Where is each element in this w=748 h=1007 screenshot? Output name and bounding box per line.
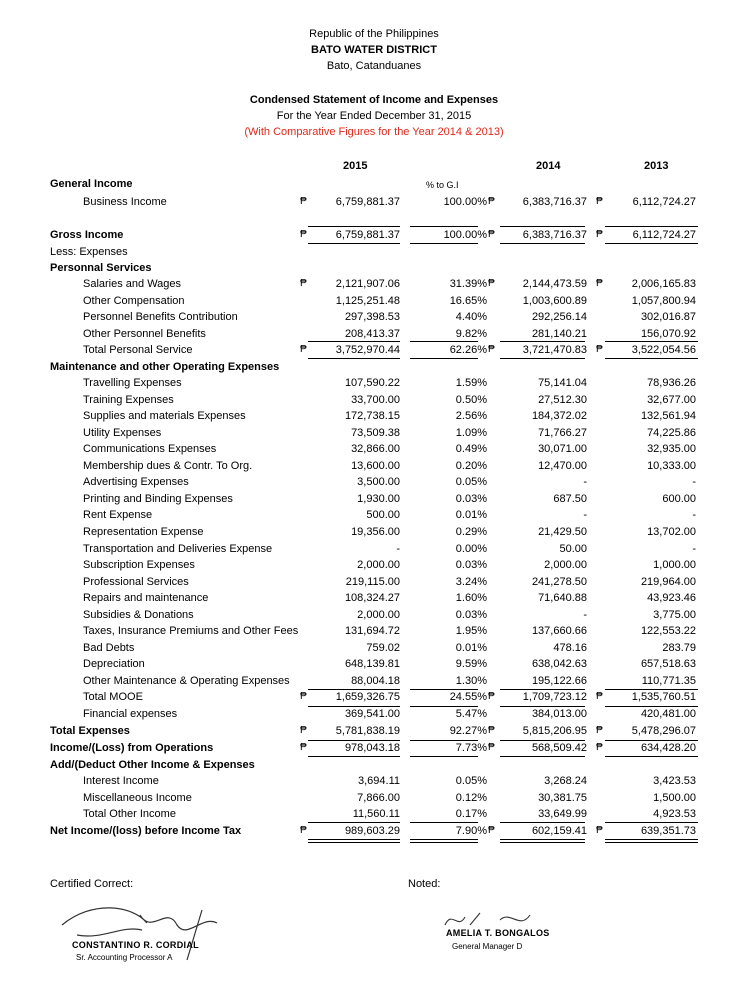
table-row — [0, 425, 748, 441]
value-2015: 107,590.22 — [344, 377, 400, 389]
rule-line — [308, 740, 400, 741]
table-row — [0, 309, 748, 325]
peso-sign: ₱ — [488, 229, 495, 240]
certified-label: Certified Correct: — [50, 878, 134, 890]
rule-line — [500, 842, 585, 843]
value-2015: 33,700.00 — [351, 394, 400, 406]
rule-line — [605, 822, 698, 823]
value-2014: 1,709,723.12 — [522, 691, 587, 703]
value-2014: 2,000.00 — [544, 559, 587, 571]
table-row — [0, 790, 748, 806]
table-row — [0, 359, 748, 375]
value-2014: 687.50 — [553, 493, 587, 505]
value-2014: 384,013.00 — [531, 708, 587, 720]
value-2013: 78,936.26 — [647, 377, 696, 389]
table-row — [0, 276, 748, 292]
value-pct: 0.05% — [455, 775, 487, 787]
rule-line — [308, 842, 400, 843]
row-label: Total Other Income — [83, 808, 176, 820]
table-row — [0, 491, 748, 507]
value-2013: - — [692, 509, 696, 521]
value-2015: 172,738.15 — [344, 410, 400, 422]
row-label: Total Expenses — [50, 725, 130, 737]
value-2014: 71,640.88 — [538, 592, 587, 604]
value-2015: 297,398.53 — [344, 311, 400, 323]
row-label: Taxes, Insurance Premiums and Other Fees — [83, 625, 299, 637]
peso-sign: ₱ — [300, 825, 307, 836]
value-2013: 32,677.00 — [647, 394, 696, 406]
value-2014: 33,649.99 — [538, 808, 587, 820]
peso-sign: ₱ — [596, 196, 603, 207]
value-2013: 6,112,724.27 — [632, 196, 696, 208]
value-2014: 602,159.41 — [531, 825, 587, 837]
value-2014: 2,144,473.59 — [522, 278, 587, 290]
value-pct: 0.03% — [455, 559, 487, 571]
value-pct: 0.00% — [455, 543, 487, 555]
row-label: Membership dues & Contr. To Org. — [83, 460, 253, 472]
value-2015: 3,500.00 — [357, 476, 400, 488]
value-2015: 2,000.00 — [357, 609, 400, 621]
value-2015: 6,759,881.37 — [335, 196, 400, 208]
row-label: Business Income — [83, 196, 167, 208]
value-2013: 3,423.53 — [653, 775, 696, 787]
rule-line — [410, 243, 478, 244]
rule-line — [410, 689, 478, 690]
value-2013: 1,535,760.51 — [631, 691, 696, 703]
value-2015: 7,866.00 — [357, 792, 400, 804]
value-2014: 478.16 — [553, 642, 587, 654]
value-2015: 208,413.37 — [344, 328, 400, 340]
rule-line — [308, 341, 400, 342]
table-row — [0, 640, 748, 656]
value-2014: 30,071.00 — [538, 443, 587, 455]
row-label: Repairs and maintenance — [83, 592, 209, 604]
value-pct: 0.12% — [455, 792, 487, 804]
value-pct: 0.01% — [455, 642, 487, 654]
right-signatory-title: General Manager D — [452, 942, 523, 951]
value-pct: 0.49% — [455, 443, 487, 455]
value-2013: 156,070.92 — [640, 328, 696, 340]
rule-line — [500, 756, 585, 757]
row-label: Communications Expenses — [83, 443, 217, 455]
value-2015: 219,115.00 — [345, 576, 400, 588]
row-label: Other Compensation — [83, 295, 185, 307]
rule-line — [500, 839, 585, 840]
value-2013: - — [692, 543, 696, 555]
row-label: Salaries and Wages — [83, 278, 182, 290]
table-row — [0, 326, 748, 342]
value-pct: 100.00% — [443, 229, 487, 241]
value-pct: 7.73% — [455, 742, 487, 754]
value-2014: 184,372.02 — [531, 410, 587, 422]
value-2014: 21,429.50 — [538, 526, 587, 538]
value-pct: 0.29% — [455, 526, 487, 538]
table-row — [0, 244, 748, 260]
value-2013: 1,000.00 — [653, 559, 696, 571]
value-pct: 1.95% — [455, 625, 487, 637]
value-2013: 43,923.46 — [647, 592, 696, 604]
table-row — [0, 260, 748, 276]
rule-line — [500, 706, 585, 707]
row-label: Utility Expenses — [83, 427, 162, 439]
rule-line — [605, 839, 698, 840]
row-label: Depreciation — [83, 658, 145, 670]
value-pct: 0.01% — [455, 509, 487, 521]
value-2015: 989,603.29 — [344, 825, 400, 837]
noted-label: Noted: — [408, 878, 441, 890]
left-signatory-title: Sr. Accounting Processor A — [76, 953, 173, 962]
table-row — [0, 392, 748, 408]
value-pct: 2.56% — [455, 410, 487, 422]
rule-line — [308, 243, 400, 244]
row-label: Advertising Expenses — [83, 476, 189, 488]
rule-line — [605, 358, 698, 359]
value-2015: 3,694.11 — [357, 775, 400, 787]
value-pct: 0.03% — [455, 609, 487, 621]
table-row — [0, 607, 748, 623]
value-pct: 7.90% — [455, 825, 487, 837]
rule-line — [500, 341, 585, 342]
rule-line — [500, 740, 585, 741]
table-row — [0, 706, 748, 722]
value-2013: 302,016.87 — [640, 311, 696, 323]
peso-sign: ₱ — [596, 229, 603, 240]
rule-line — [410, 740, 478, 741]
row-label: Miscellaneous Income — [83, 792, 192, 804]
col-2013: 2013 — [644, 160, 669, 172]
row-label: Personnel Benefits Contribution — [83, 311, 238, 323]
value-2015: 108,324.27 — [344, 592, 400, 604]
table-row — [0, 342, 748, 358]
value-2014: 27,512.30 — [538, 394, 587, 406]
peso-sign: ₱ — [596, 344, 603, 355]
row-label: Training Expenses — [83, 394, 174, 406]
rule-line — [605, 243, 698, 244]
rule-line — [308, 839, 400, 840]
rule-line — [605, 842, 698, 843]
peso-sign: ₱ — [596, 278, 603, 289]
table-row — [0, 590, 748, 606]
rule-line — [500, 243, 585, 244]
value-2013: 5,478,296.07 — [631, 725, 696, 737]
value-pct: 0.20% — [455, 460, 487, 472]
value-pct: 1.30% — [455, 675, 487, 687]
value-2015: 32,866.00 — [351, 443, 400, 455]
value-2014: 6,383,716.37 — [522, 229, 587, 241]
table-row — [0, 375, 748, 391]
value-pct: 92.27% — [449, 725, 487, 737]
value-2014: 1,003,600.89 — [522, 295, 587, 307]
value-pct: 9.59% — [455, 658, 487, 670]
table-row — [0, 176, 748, 192]
value-2015: 131,694.72 — [344, 625, 400, 637]
value-pct: 5.47% — [455, 708, 487, 720]
peso-sign: ₱ — [596, 825, 603, 836]
row-label: Net Income/(loss) before Income Tax — [50, 825, 242, 837]
table-row — [0, 293, 748, 309]
table-row — [0, 806, 748, 822]
value-2015: 2,121,907.06 — [335, 278, 400, 290]
value-2014: 5,815,206.95 — [522, 725, 587, 737]
table-row — [0, 474, 748, 490]
table-row — [0, 723, 748, 739]
value-2013: 1,500.00 — [653, 792, 696, 804]
row-label: Other Maintenance & Operating Expenses — [83, 675, 290, 687]
value-2013: 6,112,724.27 — [632, 229, 696, 241]
rule-line — [500, 822, 585, 823]
rule-line — [308, 756, 400, 757]
rule-line — [410, 226, 478, 227]
table-row — [0, 441, 748, 457]
rule-line — [605, 706, 698, 707]
rule-line — [410, 839, 478, 840]
value-2013: 13,702.00 — [647, 526, 696, 538]
peso-sign: ₱ — [300, 278, 307, 289]
value-2015: 5,781,838.19 — [335, 725, 400, 737]
peso-sign: ₱ — [488, 825, 495, 836]
value-2014: 638,042.63 — [531, 658, 587, 670]
value-2013: 219,964.00 — [640, 576, 696, 588]
row-label: Bad Debts — [83, 642, 135, 654]
value-2013: 600.00 — [662, 493, 696, 505]
peso-sign: ₱ — [300, 725, 307, 736]
value-2015: 369,541.00 — [344, 708, 400, 720]
rule-line — [605, 226, 698, 227]
peso-sign: ₱ — [596, 725, 603, 736]
row-label: Professional Services — [83, 576, 189, 588]
value-pct: 16.65% — [449, 295, 487, 307]
value-2013: 2,006,165.83 — [631, 278, 696, 290]
row-label: General Income — [50, 178, 133, 190]
value-2013: 283.79 — [662, 642, 696, 654]
value-2015: 759.02 — [366, 642, 400, 654]
value-2014: 281,140.21 — [531, 328, 587, 340]
rule-line — [605, 341, 698, 342]
value-2015: 500.00 — [366, 509, 400, 521]
row-label: Subscription Expenses — [83, 559, 195, 571]
value-2015: 6,759,881.37 — [335, 229, 400, 241]
peso-sign: ₱ — [596, 691, 603, 702]
value-pct: 0.03% — [455, 493, 487, 505]
value-pct: 0.05% — [455, 476, 487, 488]
value-2013: - — [692, 476, 696, 488]
row-label: Rent Expense — [83, 509, 153, 521]
row-label: Other Personnel Benefits — [83, 328, 206, 340]
value-pct: 100.00% — [443, 196, 487, 208]
table-row — [0, 227, 748, 243]
comparative-note: (With Comparative Figures for the Year 2014 & 2013) — [244, 126, 504, 138]
row-label: Maintenance and other Operating Expenses — [50, 361, 280, 373]
value-pct: 1.60% — [455, 592, 487, 604]
value-2013: 132,561.94 — [640, 410, 696, 422]
peso-sign: ₱ — [488, 691, 495, 702]
peso-sign: ₱ — [300, 691, 307, 702]
value-2013: 3,775.00 — [653, 609, 696, 621]
value-2014: 3,268.24 — [544, 775, 587, 787]
peso-sign: ₱ — [488, 196, 495, 207]
rule-line — [500, 689, 585, 690]
table-row — [0, 656, 748, 672]
value-2014: 292,256.14 — [531, 311, 587, 323]
row-label: Less: Expenses — [50, 246, 128, 258]
rule-line — [410, 341, 478, 342]
value-pct: 0.50% — [455, 394, 487, 406]
col-2015: 2015 — [343, 160, 368, 172]
value-2014: 30,381.75 — [538, 792, 587, 804]
row-label: Interest Income — [83, 775, 159, 787]
value-2013: 122,553.22 — [640, 625, 696, 637]
organization-name: BATO WATER DISTRICT — [311, 44, 437, 56]
value-2013: 3,522,054.56 — [631, 344, 696, 356]
value-2015: - — [396, 543, 400, 555]
value-2014: 568,509.42 — [531, 742, 587, 754]
rule-line — [605, 689, 698, 690]
table-row — [0, 194, 748, 210]
organization-location: Bato, Catanduanes — [326, 60, 422, 72]
table-row — [0, 823, 748, 839]
peso-sign: ₱ — [300, 229, 307, 240]
value-2013: 4,923.53 — [653, 808, 696, 820]
peso-sign: ₱ — [596, 742, 603, 753]
row-label: Add/(Deduct Other Income & Expenses — [50, 759, 255, 771]
value-2014: - — [583, 609, 587, 621]
rule-line — [410, 822, 478, 823]
value-2015: 3,752,970.44 — [335, 344, 400, 356]
value-2013: 10,333.00 — [647, 460, 696, 472]
rule-line — [308, 358, 400, 359]
value-2015: 978,043.18 — [344, 742, 400, 754]
rule-line — [308, 689, 400, 690]
value-pct: 24.55% — [449, 691, 487, 703]
value-2013: 639,351.73 — [640, 825, 696, 837]
row-label: Income/(Loss) from Operations — [50, 742, 214, 754]
table-row — [0, 507, 748, 523]
peso-sign: ₱ — [488, 742, 495, 753]
left-signatory-name: CONSTANTINO R. CORDIAL — [72, 940, 199, 950]
row-label: Subsidies & Donations — [83, 609, 194, 621]
row-label: Total MOOE — [83, 691, 143, 703]
value-pct: 1.09% — [455, 427, 487, 439]
rule-line — [605, 756, 698, 757]
row-label: Gross Income — [50, 229, 124, 241]
right-signatory-name: AMELIA T. BONGALOS — [446, 928, 550, 938]
value-2013: 1,057,800.94 — [631, 295, 696, 307]
peso-sign: ₱ — [300, 344, 307, 355]
statement-period: For the Year Ended December 31, 2015 — [276, 110, 472, 122]
table-row — [0, 689, 748, 705]
value-2014: 12,470.00 — [538, 460, 587, 472]
statement-title: Condensed Statement of Income and Expenses — [249, 94, 499, 106]
table-row — [0, 524, 748, 540]
value-2014: 3,721,470.83 — [522, 344, 587, 356]
rule-line — [410, 706, 478, 707]
value-2014: 71,766.27 — [538, 427, 587, 439]
value-2014: 195,122.66 — [531, 675, 587, 687]
rule-line — [605, 740, 698, 741]
rule-line — [500, 358, 585, 359]
peso-sign: ₱ — [300, 196, 307, 207]
value-2014: 75,141.04 — [538, 377, 587, 389]
value-2013: 634,428.20 — [640, 742, 696, 754]
value-2014: 6,383,716.37 — [522, 196, 587, 208]
table-row — [0, 574, 748, 590]
value-pct: 0.17% — [455, 808, 487, 820]
row-label: Supplies and materials Expenses — [83, 410, 246, 422]
value-2013: 32,935.00 — [647, 443, 696, 455]
value-pct: 9.82% — [455, 328, 487, 340]
peso-sign: ₱ — [488, 344, 495, 355]
republic-line: Republic of the Philippines — [309, 28, 439, 40]
value-pct: 4.40% — [455, 311, 487, 323]
rule-line — [410, 756, 478, 757]
value-2014: 137,660.66 — [531, 625, 587, 637]
value-2015: 648,139.81 — [344, 658, 400, 670]
value-2013: 110,771.35 — [641, 675, 696, 687]
value-2014: - — [583, 509, 587, 521]
row-label: Personnal Services — [50, 262, 152, 274]
table-row — [0, 623, 748, 639]
value-2013: 74,225.86 — [647, 427, 696, 439]
value-2015: 1,659,326.75 — [335, 691, 400, 703]
value-2014: 241,278.50 — [531, 576, 587, 588]
value-2013: 657,518.63 — [640, 658, 696, 670]
peso-sign: ₱ — [488, 278, 495, 289]
row-label: Printing and Binding Expenses — [83, 493, 233, 505]
table-row — [0, 458, 748, 474]
rule-line — [500, 226, 585, 227]
value-2015: 88,004.18 — [351, 675, 400, 687]
value-2015: 1,125,251.48 — [335, 295, 400, 307]
table-row — [0, 557, 748, 573]
row-label: Total Personal Service — [83, 344, 193, 356]
table-row — [0, 773, 748, 789]
rule-line — [410, 842, 478, 843]
row-label: Representation Expense — [83, 526, 204, 538]
table-row — [0, 740, 748, 756]
rule-line — [410, 358, 478, 359]
row-label: Transportation and Deliveries Expense — [83, 543, 273, 555]
table-row — [0, 408, 748, 424]
table-row — [0, 541, 748, 557]
rule-line — [308, 706, 400, 707]
rule-line — [308, 226, 400, 227]
value-2015: 19,356.00 — [351, 526, 400, 538]
value-pct: 62.26% — [449, 344, 487, 356]
peso-sign: ₱ — [300, 742, 307, 753]
value-2013: 420,481.00 — [640, 708, 696, 720]
value-2015: 2,000.00 — [357, 559, 400, 571]
col-pct: % to G.I — [426, 180, 459, 190]
value-pct: 31.39% — [449, 278, 487, 290]
row-label: Travelling Expenses — [83, 377, 182, 389]
table-row — [0, 673, 748, 689]
value-2014: - — [583, 476, 587, 488]
peso-sign: ₱ — [488, 725, 495, 736]
table-row — [0, 757, 748, 773]
value-2015: 1,930.00 — [357, 493, 400, 505]
row-label: Financial expenses — [83, 708, 178, 720]
value-2014: 50.00 — [559, 543, 587, 555]
value-pct: 1.59% — [455, 377, 487, 389]
value-pct: 3.24% — [455, 576, 487, 588]
col-2014: 2014 — [536, 160, 561, 172]
value-2015: 11,560.11 — [352, 808, 400, 820]
rule-line — [308, 822, 400, 823]
value-2015: 13,600.00 — [351, 460, 400, 472]
value-2015: 73,509.38 — [351, 427, 400, 439]
